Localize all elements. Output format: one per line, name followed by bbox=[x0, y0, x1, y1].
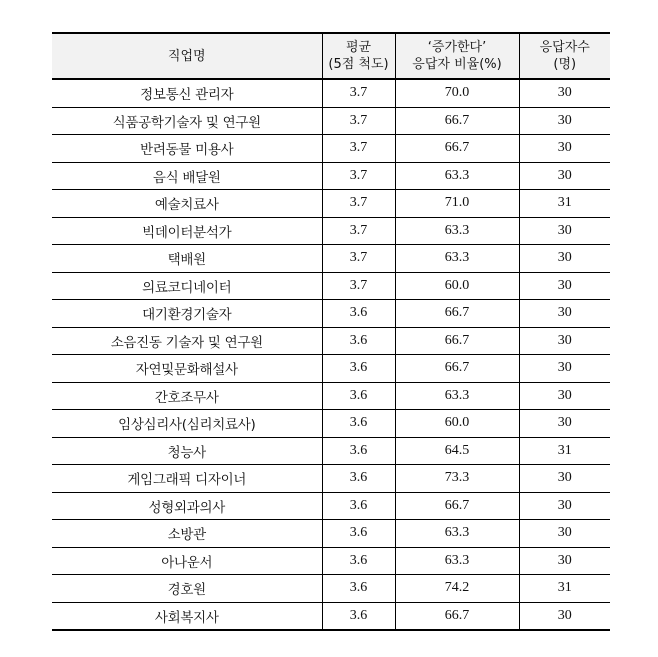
cell-increase-ratio: 60.0 bbox=[395, 410, 519, 438]
cell-increase-ratio: 64.5 bbox=[395, 437, 519, 465]
cell-job: 식품공학기술자 및 연구원 bbox=[52, 107, 322, 135]
cell-respondents: 30 bbox=[519, 547, 610, 575]
cell-increase-ratio: 71.0 bbox=[395, 190, 519, 218]
cell-respondents: 30 bbox=[519, 410, 610, 438]
cell-respondents: 30 bbox=[519, 79, 610, 107]
cell-respondents: 30 bbox=[519, 355, 610, 383]
cell-job: 음식 배달원 bbox=[52, 162, 322, 190]
cell-increase-ratio: 63.3 bbox=[395, 520, 519, 548]
cell-increase-ratio: 66.7 bbox=[395, 327, 519, 355]
header-job: 직업명 bbox=[52, 33, 322, 79]
cell-increase-ratio: 63.3 bbox=[395, 162, 519, 190]
cell-job: 정보통신 관리자 bbox=[52, 79, 322, 107]
cell-average: 3.7 bbox=[322, 272, 395, 300]
table-row bbox=[52, 272, 610, 300]
table-row bbox=[52, 300, 610, 328]
cell-job: 빅데이터분석가 bbox=[52, 217, 322, 245]
cell-increase-ratio: 66.7 bbox=[395, 135, 519, 163]
cell-increase-ratio: 66.7 bbox=[395, 602, 519, 630]
cell-average: 3.7 bbox=[322, 107, 395, 135]
cell-average: 3.6 bbox=[322, 575, 395, 603]
table-row bbox=[52, 602, 610, 630]
cell-respondents: 30 bbox=[519, 107, 610, 135]
table-body bbox=[52, 79, 610, 630]
cell-increase-ratio: 74.2 bbox=[395, 575, 519, 603]
cell-average: 3.6 bbox=[322, 602, 395, 630]
table-row bbox=[52, 245, 610, 273]
job-survey-table bbox=[52, 32, 610, 631]
table-row bbox=[52, 410, 610, 438]
cell-respondents: 30 bbox=[519, 602, 610, 630]
cell-average: 3.7 bbox=[322, 217, 395, 245]
table-row bbox=[52, 575, 610, 603]
cell-job: 의료코디네이터 bbox=[52, 272, 322, 300]
header-row bbox=[52, 33, 610, 79]
cell-job: 경호원 bbox=[52, 575, 322, 603]
cell-job: 임상심리사(심리치료사) bbox=[52, 410, 322, 438]
header-respondents-line2: (명) bbox=[553, 57, 577, 72]
table-row bbox=[52, 437, 610, 465]
cell-respondents: 31 bbox=[519, 437, 610, 465]
cell-job: 자연및문화해설사 bbox=[52, 355, 322, 383]
cell-respondents: 31 bbox=[519, 190, 610, 218]
cell-job: 소방관 bbox=[52, 520, 322, 548]
cell-increase-ratio: 66.7 bbox=[395, 300, 519, 328]
cell-job: 사회복지사 bbox=[52, 602, 322, 630]
cell-average: 3.6 bbox=[322, 465, 395, 493]
cell-respondents: 30 bbox=[519, 492, 610, 520]
cell-average: 3.6 bbox=[322, 327, 395, 355]
header-respondents-line1: 응답자수 bbox=[539, 40, 590, 55]
cell-average: 3.6 bbox=[322, 300, 395, 328]
cell-increase-ratio: 73.3 bbox=[395, 465, 519, 493]
cell-job: 아나운서 bbox=[52, 547, 322, 575]
cell-respondents: 30 bbox=[519, 245, 610, 273]
cell-average: 3.6 bbox=[322, 492, 395, 520]
table-container bbox=[52, 32, 610, 631]
cell-respondents: 30 bbox=[519, 382, 610, 410]
cell-increase-ratio: 63.3 bbox=[395, 217, 519, 245]
table-row bbox=[52, 492, 610, 520]
table-header bbox=[52, 33, 610, 79]
cell-respondents: 30 bbox=[519, 520, 610, 548]
cell-average: 3.6 bbox=[322, 410, 395, 438]
cell-respondents: 30 bbox=[519, 135, 610, 163]
cell-average: 3.6 bbox=[322, 382, 395, 410]
header-average bbox=[322, 33, 395, 79]
table-row bbox=[52, 465, 610, 493]
cell-average: 3.6 bbox=[322, 355, 395, 383]
cell-average: 3.7 bbox=[322, 162, 395, 190]
cell-respondents: 30 bbox=[519, 162, 610, 190]
cell-increase-ratio: 60.0 bbox=[395, 272, 519, 300]
cell-respondents: 30 bbox=[519, 217, 610, 245]
cell-average: 3.6 bbox=[322, 437, 395, 465]
header-respondents bbox=[519, 33, 610, 79]
cell-average: 3.7 bbox=[322, 245, 395, 273]
cell-increase-ratio: 63.3 bbox=[395, 245, 519, 273]
cell-job: 간호조무사 bbox=[52, 382, 322, 410]
cell-job: 예술치료사 bbox=[52, 190, 322, 218]
cell-job: 반려동물 미용사 bbox=[52, 135, 322, 163]
table-row bbox=[52, 107, 610, 135]
cell-job: 소음진동 기술자 및 연구원 bbox=[52, 327, 322, 355]
cell-increase-ratio: 66.7 bbox=[395, 107, 519, 135]
cell-average: 3.7 bbox=[322, 79, 395, 107]
cell-average: 3.6 bbox=[322, 520, 395, 548]
cell-increase-ratio: 70.0 bbox=[395, 79, 519, 107]
table-row bbox=[52, 135, 610, 163]
table-row bbox=[52, 355, 610, 383]
cell-respondents: 30 bbox=[519, 300, 610, 328]
cell-respondents: 30 bbox=[519, 327, 610, 355]
cell-respondents: 30 bbox=[519, 272, 610, 300]
header-increase-ratio-line2: 응답자 비율(%) bbox=[412, 57, 502, 72]
cell-job: 성형외과의사 bbox=[52, 492, 322, 520]
table-row bbox=[52, 382, 610, 410]
cell-average: 3.7 bbox=[322, 135, 395, 163]
header-increase-ratio-line1: ‘증가한다’ bbox=[427, 40, 487, 55]
cell-respondents: 31 bbox=[519, 575, 610, 603]
header-average-line1: 평균 bbox=[345, 40, 372, 55]
cell-increase-ratio: 66.7 bbox=[395, 355, 519, 383]
cell-respondents: 30 bbox=[519, 465, 610, 493]
cell-increase-ratio: 63.3 bbox=[395, 547, 519, 575]
cell-increase-ratio: 66.7 bbox=[395, 492, 519, 520]
table-row bbox=[52, 327, 610, 355]
header-average-line2: (5점 척도) bbox=[328, 57, 389, 72]
table-row bbox=[52, 547, 610, 575]
table-row bbox=[52, 520, 610, 548]
table-row bbox=[52, 162, 610, 190]
cell-job: 게임그래픽 디자이너 bbox=[52, 465, 322, 493]
cell-job: 청능사 bbox=[52, 437, 322, 465]
cell-average: 3.6 bbox=[322, 547, 395, 575]
cell-job: 대기환경기술자 bbox=[52, 300, 322, 328]
header-increase-ratio bbox=[395, 33, 519, 79]
table-row bbox=[52, 217, 610, 245]
table-row bbox=[52, 190, 610, 218]
cell-job: 택배원 bbox=[52, 245, 322, 273]
table-row bbox=[52, 79, 610, 107]
cell-average: 3.7 bbox=[322, 190, 395, 218]
cell-increase-ratio: 63.3 bbox=[395, 382, 519, 410]
